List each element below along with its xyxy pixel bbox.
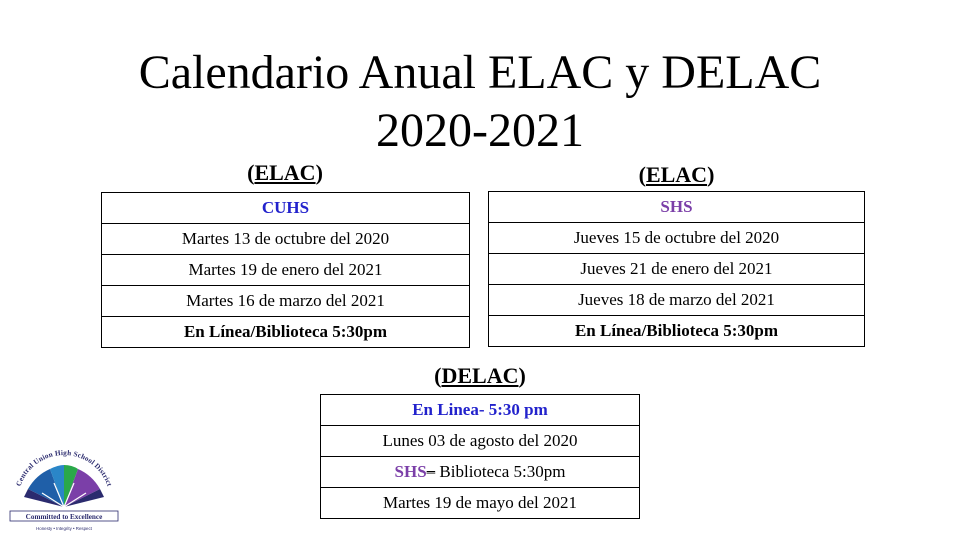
delac-heading [320, 363, 640, 389]
logo-graphic [6, 445, 122, 535]
meeting-date: Martes 13 de octubre del 2020 [102, 224, 470, 255]
school-shs: SHS [489, 192, 865, 223]
paren-open: ( [434, 363, 442, 388]
school-cuhs: CUHS [102, 193, 470, 224]
page-title [0, 44, 960, 160]
meeting-date: Jueves 18 de marzo del 2021 [489, 285, 865, 316]
meeting-date: Martes 16 de marzo del 2021 [102, 286, 470, 317]
title-line-1: Calendario Anual ELAC y DELAC [138, 46, 822, 99]
elac-left-heading-word: ELAC [254, 160, 316, 185]
delac-heading-word: DELAC [441, 363, 519, 388]
shs-location: Biblioteca 5:30pm [435, 462, 566, 481]
paren-open: ( [638, 162, 646, 187]
logo-arc-text: Central Union High School District [14, 448, 114, 488]
elac-left-heading [100, 160, 470, 186]
meeting-date: Jueves 21 de enero del 2021 [489, 254, 865, 285]
meeting-date: Martes 19 de enero del 2021 [102, 255, 470, 286]
delac-online: En Linea- 5:30 pm [321, 395, 640, 426]
logo-banner-text: Committed to Excellence [25, 513, 103, 521]
meeting-location: En Línea/Biblioteca 5:30pm [489, 316, 865, 347]
meeting-date: Jueves 15 de octubre del 2020 [489, 223, 865, 254]
meeting-date: Lunes 03 de agosto del 2020 [321, 426, 640, 457]
meeting-location: En Línea/Biblioteca 5:30pm [102, 317, 470, 348]
title-line-2: 2020-2021 [376, 104, 584, 157]
shs-label: SHS [394, 462, 427, 481]
shs-library-row [321, 457, 640, 488]
paren-close: ) [315, 160, 323, 185]
elac-right-heading [488, 162, 865, 188]
meeting-date: Martes 19 de mayo del 2021 [321, 488, 640, 519]
shs-dash: – [426, 462, 436, 481]
district-logo [6, 445, 122, 535]
logo-motto: Honesty • Integrity • Respect [36, 526, 92, 531]
book-fan-icon [24, 465, 104, 507]
paren-close: ) [707, 162, 715, 187]
elac-right-heading-word: ELAC [645, 162, 708, 187]
paren-close: ) [518, 363, 526, 388]
elac-right-table [488, 191, 865, 347]
elac-left-table [101, 192, 470, 348]
delac-table [320, 394, 640, 519]
paren-open: ( [247, 160, 255, 185]
